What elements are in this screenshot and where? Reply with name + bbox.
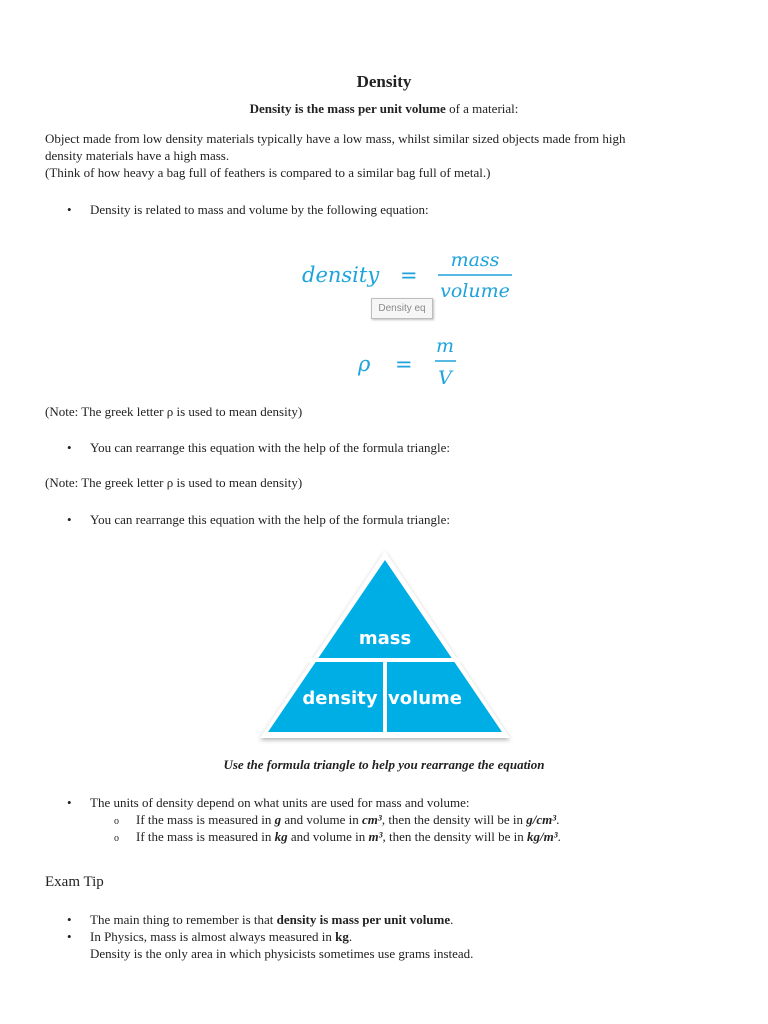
- bullet-text: The main thing to remember is that: [90, 912, 277, 927]
- intro-line-2: density materials have a high mass.: [45, 148, 230, 163]
- page-title: Density: [356, 72, 412, 91]
- exam-tip-bullet-1: [67, 911, 453, 928]
- formula-triangle: [255, 548, 515, 744]
- sub-text: .: [556, 812, 560, 827]
- definition-line: [0, 101, 768, 117]
- sub-bullet-glyph: o: [114, 833, 119, 844]
- sub-text: and volume in: [287, 829, 369, 844]
- triangle-label-volume: volume: [387, 688, 463, 709]
- eq-numerator-mass: mass: [450, 249, 500, 271]
- bullet-text: You can rearrange this equation with the help of the formula triangle:: [90, 512, 451, 527]
- sub-text: and volume in: [281, 812, 363, 827]
- bullet-rearrange-1: [67, 439, 450, 456]
- eq-V: V: [438, 367, 452, 389]
- unit-kg-per-m3: kg/m³: [526, 829, 558, 844]
- eq-denominator-volume: volume: [440, 280, 510, 302]
- bullet-bold-text: kg: [335, 929, 349, 944]
- unit-g-per-cm3: g/cm³: [526, 812, 557, 827]
- bullet-text: In Physics, mass is almost always measured in: [90, 929, 336, 944]
- bullet-glyph: •: [67, 202, 72, 217]
- bullet-text: .: [450, 912, 454, 927]
- unit-g: g: [274, 812, 282, 827]
- bullet-text: Density is related to mass and volume by the following equation:: [90, 202, 429, 217]
- triangle-label-mass: mass: [358, 628, 412, 649]
- sub-text: If the mass is measured in: [136, 812, 275, 827]
- image-alt-tooltip: Density eq: [371, 298, 433, 319]
- bullet-glyph: •: [67, 929, 72, 944]
- note-1: (Note: The greek letter ρ is used to mean density): [45, 404, 303, 419]
- exam-tip-bullet-2-continuation: Density is the only area in which physicists sometimes use grams instead.: [90, 946, 474, 961]
- bullet-equation-intro: [67, 201, 429, 218]
- unit-m3: m³: [368, 829, 383, 844]
- sub-text: , then the density will be in: [381, 812, 527, 827]
- eq-equals-1: =: [400, 263, 418, 287]
- bullet-glyph: •: [67, 912, 72, 927]
- intro-line-3: (Think of how heavy a bag full of feathers is compared to a similar bag full of metal.): [45, 165, 491, 180]
- exam-tip-heading: Exam Tip: [45, 874, 104, 890]
- bullet-text: You can rearrange this equation with the help of the formula triangle:: [90, 440, 451, 455]
- bullet-text: The units of density depend on what units are used for mass and volume:: [90, 795, 470, 810]
- sub-text: .: [557, 829, 561, 844]
- bullet-glyph: •: [67, 795, 72, 810]
- definition-rest: of a material:: [445, 101, 519, 116]
- sub-text: , then the density will be in: [382, 829, 527, 844]
- bullet-rearrange-2: [67, 511, 450, 528]
- exam-tip-bullet-2: [67, 928, 352, 945]
- bullet-glyph: •: [67, 512, 72, 527]
- eq-m: m: [435, 335, 455, 357]
- definition-bold: Density is the mass per unit volume: [249, 101, 446, 116]
- bullet-text: .: [348, 929, 353, 944]
- units-sub-item-kilograms: [114, 828, 561, 847]
- intro-paragraph: [45, 130, 735, 181]
- eq-density-word: density: [302, 263, 380, 287]
- sub-text: If the mass is measured in: [136, 829, 275, 844]
- sub-bullet-glyph: o: [114, 816, 119, 827]
- unit-kg: kg: [274, 829, 288, 844]
- note-2: (Note: The greek letter ρ is used to mean density): [45, 475, 303, 490]
- unit-cm3: cm³: [362, 812, 382, 827]
- eq-equals-2: =: [395, 352, 413, 376]
- triangle-label-density: density: [302, 688, 378, 709]
- bullet-bold-text: density is mass per unit volume: [276, 912, 451, 927]
- intro-line-1: Object made from low density materials typically have a low mass, whilst similar sized objects made from high: [45, 131, 626, 146]
- eq-rho: ρ: [358, 352, 371, 376]
- bullet-glyph: •: [67, 440, 72, 455]
- triangle-caption: Use the formula triangle to help you rearrange the equation: [223, 757, 545, 772]
- bullet-units: [67, 794, 469, 811]
